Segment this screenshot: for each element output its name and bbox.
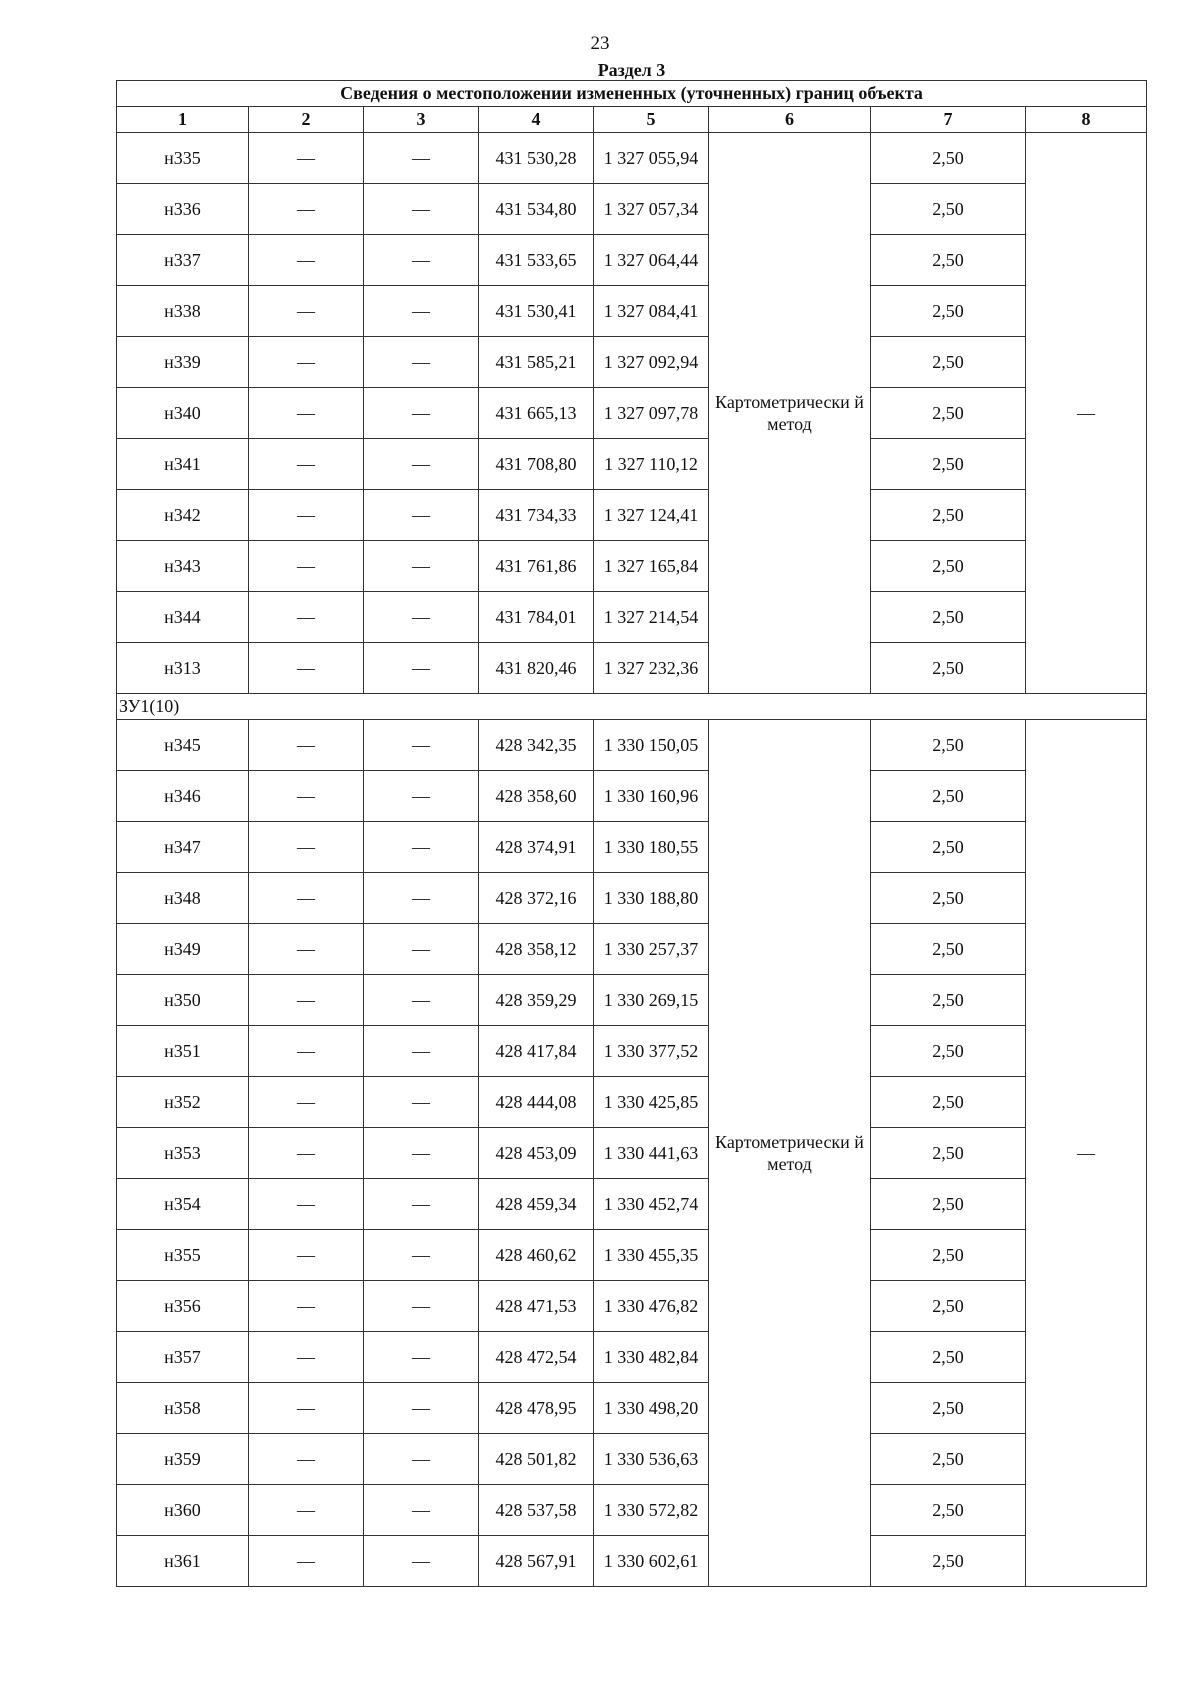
- y-coordinate-cell: 1 330 188,80: [594, 873, 709, 924]
- col3-cell: —: [364, 1230, 479, 1281]
- table-row: [117, 1434, 1147, 1485]
- table-row: [117, 822, 1147, 873]
- table-row: [117, 439, 1147, 490]
- x-coordinate-cell: 428 453,09: [479, 1128, 594, 1179]
- x-coordinate-cell: 431 533,65: [479, 235, 594, 286]
- y-coordinate-cell: 1 330 269,15: [594, 975, 709, 1026]
- x-coordinate-cell: 428 472,54: [479, 1332, 594, 1383]
- col3-cell: —: [364, 490, 479, 541]
- point-id-cell: н355: [117, 1230, 249, 1281]
- col3-cell: —: [364, 1281, 479, 1332]
- accuracy-cell: 2,50: [871, 643, 1026, 694]
- x-coordinate-cell: 428 417,84: [479, 1026, 594, 1077]
- column-number: 1: [117, 107, 249, 133]
- y-coordinate-cell: 1 330 455,35: [594, 1230, 709, 1281]
- accuracy-cell: 2,50: [871, 1536, 1026, 1587]
- y-coordinate-cell: 1 327 097,78: [594, 388, 709, 439]
- point-id-cell: н349: [117, 924, 249, 975]
- x-coordinate-cell: 431 761,86: [479, 541, 594, 592]
- col2-cell: —: [249, 822, 364, 873]
- point-id-cell: н348: [117, 873, 249, 924]
- point-id-cell: н336: [117, 184, 249, 235]
- point-id-cell: н350: [117, 975, 249, 1026]
- point-id-cell: н361: [117, 1536, 249, 1587]
- col3-cell: —: [364, 439, 479, 490]
- point-id-cell: н359: [117, 1434, 249, 1485]
- col3-cell: —: [364, 1485, 479, 1536]
- col3-cell: —: [364, 1383, 479, 1434]
- method-cell: Картометрически й метод: [709, 133, 871, 694]
- accuracy-cell: 2,50: [871, 1230, 1026, 1281]
- x-coordinate-cell: 428 358,12: [479, 924, 594, 975]
- table-row: [117, 924, 1147, 975]
- accuracy-cell: 2,50: [871, 1179, 1026, 1230]
- col3-cell: —: [364, 1077, 479, 1128]
- col2-cell: —: [249, 1383, 364, 1434]
- col2-cell: —: [249, 720, 364, 771]
- coordinates-table: [116, 60, 1147, 1587]
- col2-cell: —: [249, 1485, 364, 1536]
- accuracy-cell: 2,50: [871, 1077, 1026, 1128]
- x-coordinate-cell: 431 585,21: [479, 337, 594, 388]
- y-coordinate-cell: 1 330 377,52: [594, 1026, 709, 1077]
- point-id-cell: н340: [117, 388, 249, 439]
- col2-cell: —: [249, 490, 364, 541]
- col2-cell: —: [249, 1026, 364, 1077]
- point-id-cell: н313: [117, 643, 249, 694]
- col3-cell: —: [364, 541, 479, 592]
- y-coordinate-cell: 1 327 165,84: [594, 541, 709, 592]
- col3-cell: —: [364, 1536, 479, 1587]
- col2-cell: —: [249, 1128, 364, 1179]
- x-coordinate-cell: 428 342,35: [479, 720, 594, 771]
- point-id-cell: н352: [117, 1077, 249, 1128]
- col2-cell: —: [249, 184, 364, 235]
- point-id-cell: н353: [117, 1128, 249, 1179]
- table-row: [117, 1230, 1147, 1281]
- x-coordinate-cell: 428 459,34: [479, 1179, 594, 1230]
- col3-cell: —: [364, 388, 479, 439]
- table-row: [117, 1077, 1147, 1128]
- x-coordinate-cell: 431 534,80: [479, 184, 594, 235]
- x-coordinate-cell: 428 444,08: [479, 1077, 594, 1128]
- col3-cell: —: [364, 873, 479, 924]
- y-coordinate-cell: 1 330 160,96: [594, 771, 709, 822]
- column-number-row: [117, 107, 1147, 133]
- col3-cell: —: [364, 286, 479, 337]
- col3-cell: —: [364, 235, 479, 286]
- point-id-cell: н357: [117, 1332, 249, 1383]
- table-row: [117, 592, 1147, 643]
- point-id-cell: н343: [117, 541, 249, 592]
- x-coordinate-cell: 431 530,41: [479, 286, 594, 337]
- col3-cell: —: [364, 720, 479, 771]
- accuracy-cell: 2,50: [871, 1383, 1026, 1434]
- point-id-cell: н335: [117, 133, 249, 184]
- col2-cell: —: [249, 1536, 364, 1587]
- col2-cell: —: [249, 1230, 364, 1281]
- table-row: [117, 1026, 1147, 1077]
- col2-cell: —: [249, 924, 364, 975]
- col2-cell: —: [249, 771, 364, 822]
- point-id-cell: н360: [117, 1485, 249, 1536]
- col2-cell: —: [249, 1179, 364, 1230]
- table-row: [117, 975, 1147, 1026]
- y-coordinate-cell: 1 330 572,82: [594, 1485, 709, 1536]
- accuracy-cell: 2,50: [871, 592, 1026, 643]
- group-row: [117, 694, 1147, 720]
- point-id-cell: н342: [117, 490, 249, 541]
- accuracy-cell: 2,50: [871, 873, 1026, 924]
- point-id-cell: н346: [117, 771, 249, 822]
- col2-cell: —: [249, 439, 364, 490]
- table-row: [117, 541, 1147, 592]
- col2-cell: —: [249, 643, 364, 694]
- accuracy-cell: 2,50: [871, 388, 1026, 439]
- col3-cell: —: [364, 133, 479, 184]
- x-coordinate-cell: 431 708,80: [479, 439, 594, 490]
- col3-cell: —: [364, 1332, 479, 1383]
- group-label: ЗУ1(10): [117, 694, 1147, 720]
- y-coordinate-cell: 1 330 150,05: [594, 720, 709, 771]
- accuracy-cell: 2,50: [871, 337, 1026, 388]
- point-id-cell: н341: [117, 439, 249, 490]
- col2-cell: —: [249, 337, 364, 388]
- col3-cell: —: [364, 1128, 479, 1179]
- point-id-cell: н344: [117, 592, 249, 643]
- x-coordinate-cell: 428 471,53: [479, 1281, 594, 1332]
- y-coordinate-cell: 1 327 232,36: [594, 643, 709, 694]
- y-coordinate-cell: 1 327 110,12: [594, 439, 709, 490]
- accuracy-cell: 2,50: [871, 975, 1026, 1026]
- y-coordinate-cell: 1 327 064,44: [594, 235, 709, 286]
- page-number: 23: [590, 33, 610, 54]
- y-coordinate-cell: 1 327 057,34: [594, 184, 709, 235]
- y-coordinate-cell: 1 330 498,20: [594, 1383, 709, 1434]
- table-row: [117, 388, 1147, 439]
- y-coordinate-cell: 1 330 476,82: [594, 1281, 709, 1332]
- accuracy-cell: 2,50: [871, 822, 1026, 873]
- point-id-cell: н347: [117, 822, 249, 873]
- table-row: [117, 1332, 1147, 1383]
- table-row: [117, 133, 1147, 184]
- accuracy-cell: 2,50: [871, 771, 1026, 822]
- x-coordinate-cell: 431 530,28: [479, 133, 594, 184]
- column-number: 5: [594, 107, 709, 133]
- point-id-cell: н338: [117, 286, 249, 337]
- col2-cell: —: [249, 541, 364, 592]
- x-coordinate-cell: 431 665,13: [479, 388, 594, 439]
- col3-cell: —: [364, 1179, 479, 1230]
- col2-cell: —: [249, 235, 364, 286]
- col2-cell: —: [249, 873, 364, 924]
- x-coordinate-cell: 428 372,16: [479, 873, 594, 924]
- accuracy-cell: 2,50: [871, 235, 1026, 286]
- col3-cell: —: [364, 592, 479, 643]
- column-number: 4: [479, 107, 594, 133]
- section-title: Раздел 3: [597, 60, 666, 80]
- x-coordinate-cell: 431 734,33: [479, 490, 594, 541]
- table-row: [117, 1383, 1147, 1434]
- table-row: [117, 873, 1147, 924]
- y-coordinate-cell: 1 330 602,61: [594, 1536, 709, 1587]
- x-coordinate-cell: 428 358,60: [479, 771, 594, 822]
- accuracy-cell: 2,50: [871, 133, 1026, 184]
- column-number: 7: [871, 107, 1026, 133]
- column-number: 8: [1026, 107, 1147, 133]
- y-coordinate-cell: 1 327 124,41: [594, 490, 709, 541]
- col3-cell: —: [364, 975, 479, 1026]
- point-id-cell: н351: [117, 1026, 249, 1077]
- col2-cell: —: [249, 388, 364, 439]
- col2-cell: —: [249, 592, 364, 643]
- col2-cell: —: [249, 1077, 364, 1128]
- accuracy-cell: 2,50: [871, 541, 1026, 592]
- point-id-cell: н345: [117, 720, 249, 771]
- accuracy-cell: 2,50: [871, 1026, 1026, 1077]
- table-row: [117, 1485, 1147, 1536]
- col2-cell: —: [249, 1332, 364, 1383]
- col8-cell: —: [1026, 720, 1147, 1587]
- y-coordinate-cell: 1 327 084,41: [594, 286, 709, 337]
- accuracy-cell: 2,50: [871, 720, 1026, 771]
- col8-cell: —: [1026, 133, 1147, 694]
- col3-cell: —: [364, 822, 479, 873]
- point-id-cell: н337: [117, 235, 249, 286]
- col3-cell: —: [364, 1434, 479, 1485]
- col3-cell: —: [364, 1026, 479, 1077]
- x-coordinate-cell: 428 537,58: [479, 1485, 594, 1536]
- accuracy-cell: 2,50: [871, 184, 1026, 235]
- accuracy-cell: 2,50: [871, 1332, 1026, 1383]
- table-row: [117, 337, 1147, 388]
- col3-cell: —: [364, 924, 479, 975]
- y-coordinate-cell: 1 330 441,63: [594, 1128, 709, 1179]
- x-coordinate-cell: 428 567,91: [479, 1536, 594, 1587]
- table-row: [117, 490, 1147, 541]
- column-number: 3: [364, 107, 479, 133]
- table-row: [117, 1128, 1147, 1179]
- y-coordinate-cell: 1 330 536,63: [594, 1434, 709, 1485]
- col3-cell: —: [364, 184, 479, 235]
- x-coordinate-cell: 428 460,62: [479, 1230, 594, 1281]
- x-coordinate-cell: 428 359,29: [479, 975, 594, 1026]
- y-coordinate-cell: 1 327 055,94: [594, 133, 709, 184]
- table-row: [117, 771, 1147, 822]
- y-coordinate-cell: 1 327 092,94: [594, 337, 709, 388]
- accuracy-cell: 2,50: [871, 286, 1026, 337]
- accuracy-cell: 2,50: [871, 1281, 1026, 1332]
- y-coordinate-cell: 1 330 452,74: [594, 1179, 709, 1230]
- table-title: Сведения о местоположении измененных (уточненных) границ объекта: [117, 81, 1147, 107]
- accuracy-cell: 2,50: [871, 924, 1026, 975]
- method-cell: Картометрически й метод: [709, 720, 871, 1587]
- accuracy-cell: 2,50: [871, 1485, 1026, 1536]
- table-row: [117, 1179, 1147, 1230]
- table-row: [117, 643, 1147, 694]
- accuracy-cell: 2,50: [871, 439, 1026, 490]
- table-row: [117, 286, 1147, 337]
- y-coordinate-cell: 1 330 257,37: [594, 924, 709, 975]
- col2-cell: —: [249, 286, 364, 337]
- table-row: [117, 1536, 1147, 1587]
- col2-cell: —: [249, 1434, 364, 1485]
- x-coordinate-cell: 431 820,46: [479, 643, 594, 694]
- y-coordinate-cell: 1 330 425,85: [594, 1077, 709, 1128]
- col3-cell: —: [364, 771, 479, 822]
- table-row: [117, 720, 1147, 771]
- x-coordinate-cell: 428 374,91: [479, 822, 594, 873]
- x-coordinate-cell: 431 784,01: [479, 592, 594, 643]
- column-number: 2: [249, 107, 364, 133]
- point-id-cell: н339: [117, 337, 249, 388]
- y-coordinate-cell: 1 327 214,54: [594, 592, 709, 643]
- table-row: [117, 235, 1147, 286]
- table-row: [117, 184, 1147, 235]
- table-row: [117, 1281, 1147, 1332]
- column-number: 6: [709, 107, 871, 133]
- point-id-cell: н356: [117, 1281, 249, 1332]
- accuracy-cell: 2,50: [871, 1434, 1026, 1485]
- point-id-cell: н354: [117, 1179, 249, 1230]
- col2-cell: —: [249, 133, 364, 184]
- point-id-cell: н358: [117, 1383, 249, 1434]
- accuracy-cell: 2,50: [871, 1128, 1026, 1179]
- col3-cell: —: [364, 643, 479, 694]
- x-coordinate-cell: 428 501,82: [479, 1434, 594, 1485]
- col2-cell: —: [249, 975, 364, 1026]
- col3-cell: —: [364, 337, 479, 388]
- x-coordinate-cell: 428 478,95: [479, 1383, 594, 1434]
- y-coordinate-cell: 1 330 482,84: [594, 1332, 709, 1383]
- y-coordinate-cell: 1 330 180,55: [594, 822, 709, 873]
- accuracy-cell: 2,50: [871, 490, 1026, 541]
- col2-cell: —: [249, 1281, 364, 1332]
